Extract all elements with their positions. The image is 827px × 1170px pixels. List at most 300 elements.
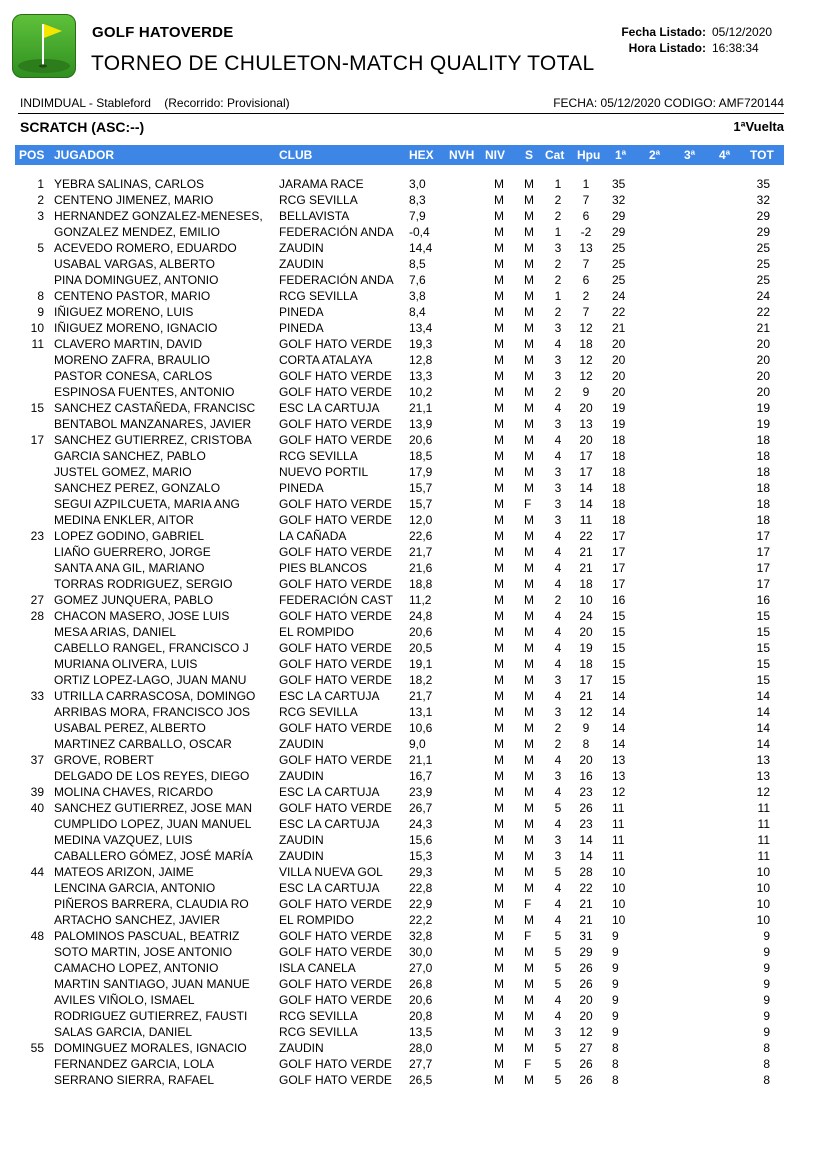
- sex: M: [524, 609, 534, 623]
- playing-handicap: 8: [582, 737, 590, 751]
- player-name: SANCHEZ CASTAÑEDA, FRANCISC: [54, 401, 256, 415]
- sex: M: [524, 961, 534, 975]
- player-name: MORENO ZAFRA, BRAULIO: [54, 353, 211, 367]
- total-score: 8: [763, 1041, 770, 1055]
- playing-handicap: 22: [579, 529, 593, 543]
- player-name: SANCHEZ GUTIERREZ, JOSE MAN: [54, 801, 253, 815]
- player-name: CHACON MASERO, JOSE LUIS: [54, 609, 230, 623]
- player-name: MESA ARIAS, DANIEL: [54, 625, 177, 639]
- player-club: GOLF HATO VERDE: [279, 721, 392, 735]
- player-club: GOLF HATO VERDE: [279, 897, 392, 911]
- col-total: TOT: [750, 148, 774, 162]
- round-1-score: 13: [612, 753, 626, 767]
- table-row: [0, 561, 827, 577]
- table-row: [0, 1025, 827, 1041]
- table-row: [0, 609, 827, 625]
- table-row: [0, 369, 827, 385]
- total-score: 22: [756, 305, 770, 319]
- category: 3: [554, 465, 562, 479]
- playing-handicap: 21: [579, 545, 593, 559]
- player-club: ESC LA CARTUJA: [279, 881, 380, 895]
- level: M: [494, 385, 504, 399]
- level: M: [494, 657, 504, 671]
- sex: M: [524, 1009, 534, 1023]
- handicap-exact: -0,4: [409, 225, 430, 239]
- category: 3: [554, 673, 562, 687]
- total-score: 21: [756, 321, 770, 335]
- player-name: CENTENO JIMENEZ, MARIO: [54, 193, 214, 207]
- table-row: [0, 849, 827, 865]
- handicap-exact: 18,8: [409, 577, 433, 591]
- playing-handicap: 20: [579, 1009, 593, 1023]
- player-club: FEDERACIÓN CAST: [279, 593, 394, 607]
- playing-handicap: 26: [579, 801, 593, 815]
- sex: M: [524, 433, 534, 447]
- playing-handicap: -2: [580, 225, 592, 239]
- player-name: SANTA ANA GIL, MARIANO: [54, 561, 205, 575]
- category: 4: [554, 897, 562, 911]
- player-name: SOTO MARTIN, JOSE ANTONIO: [54, 945, 233, 959]
- table-row: [0, 705, 827, 721]
- round-1-score: 20: [612, 337, 626, 351]
- handicap-exact: 26,5: [409, 1073, 433, 1087]
- player-name: CABALLERO GÓMEZ, JOSÉ MARÍA: [54, 849, 253, 863]
- position: 17: [30, 433, 44, 447]
- position: 3: [37, 209, 44, 223]
- category: 2: [554, 385, 562, 399]
- category: 1: [554, 289, 562, 303]
- player-club: PIES BLANCOS: [279, 561, 368, 575]
- level: M: [494, 433, 504, 447]
- round-1-score: 18: [612, 449, 626, 463]
- player-name: LENCINA GARCIA, ANTONIO: [54, 881, 216, 895]
- total-score: 19: [756, 417, 770, 431]
- table-row: [0, 321, 827, 337]
- table-header: [15, 145, 784, 165]
- results-table: [0, 177, 827, 1089]
- total-score: 10: [756, 913, 770, 927]
- table-row: [0, 417, 827, 433]
- total-score: 10: [756, 897, 770, 911]
- player-club: GOLF HATO VERDE: [279, 1057, 392, 1071]
- category: 3: [554, 849, 562, 863]
- player-name: ARTACHO SANCHEZ, JAVIER: [54, 913, 221, 927]
- table-row: [0, 209, 827, 225]
- sex: M: [524, 1073, 534, 1087]
- player-name: DELGADO DE LOS REYES, DIEGO: [54, 769, 250, 783]
- round-1-score: 17: [612, 561, 626, 575]
- level: M: [494, 801, 504, 815]
- player-club: ZAUDIN: [279, 1041, 324, 1055]
- table-row: [0, 673, 827, 689]
- handicap-exact: 12,0: [409, 513, 433, 527]
- playing-handicap: 1: [582, 177, 590, 191]
- player-name: RODRIGUEZ GUTIERREZ, FAUSTI: [54, 1009, 248, 1023]
- player-club: VILLA NUEVA GOL: [279, 865, 383, 879]
- playing-handicap: 17: [579, 465, 593, 479]
- category: 3: [554, 1025, 562, 1039]
- category: 2: [554, 257, 562, 271]
- handicap-exact: 13,3: [409, 369, 433, 383]
- handicap-exact: 7,6: [409, 273, 426, 287]
- category: 5: [554, 929, 562, 943]
- player-club: ESC LA CARTUJA: [279, 401, 380, 415]
- player-club: GOLF HATO VERDE: [279, 657, 392, 671]
- total-score: 9: [763, 929, 770, 943]
- player-name: DOMINGUEZ MORALES, IGNACIO: [54, 1041, 247, 1055]
- table-row: [0, 1009, 827, 1025]
- table-row: [0, 961, 827, 977]
- listing-meta: [614, 24, 772, 56]
- col-pos: POS: [19, 148, 45, 162]
- sex: F: [524, 497, 532, 511]
- category: 4: [554, 817, 562, 831]
- total-score: 11: [757, 849, 770, 863]
- handicap-exact: 26,7: [409, 801, 433, 815]
- table-row: [0, 721, 827, 737]
- total-score: 15: [756, 609, 770, 623]
- total-score: 9: [763, 993, 770, 1007]
- playing-handicap: 17: [579, 673, 593, 687]
- sex: M: [524, 577, 534, 591]
- round-1-score: 20: [612, 385, 626, 399]
- sex: M: [524, 769, 534, 783]
- round-1-score: 15: [612, 625, 626, 639]
- sex: M: [524, 993, 534, 1007]
- level: M: [494, 513, 504, 527]
- category: 4: [554, 577, 562, 591]
- sex: M: [524, 305, 534, 319]
- level: M: [494, 465, 504, 479]
- handicap-exact: 10,6: [409, 721, 433, 735]
- col-hex: HEX: [409, 148, 434, 162]
- round-1-score: 9: [612, 1009, 619, 1023]
- player-club: ESC LA CARTUJA: [279, 817, 380, 831]
- level: M: [494, 273, 504, 287]
- category: 5: [554, 1041, 562, 1055]
- total-score: 18: [756, 497, 770, 511]
- col-club: CLUB: [279, 148, 313, 162]
- category: 3: [554, 241, 562, 255]
- playing-handicap: 18: [579, 657, 593, 671]
- round-1-score: 20: [612, 353, 626, 367]
- table-row: [0, 337, 827, 353]
- sex: M: [524, 513, 534, 527]
- player-club: GOLF HATO VERDE: [279, 1073, 392, 1087]
- sex: M: [524, 449, 534, 463]
- player-club: RCG SEVILLA: [279, 705, 358, 719]
- category-title: SCRATCH (ASC:--): [20, 119, 145, 135]
- table-row: [0, 529, 827, 545]
- level: M: [494, 369, 504, 383]
- sex: M: [524, 881, 534, 895]
- category: 4: [554, 689, 562, 703]
- handicap-exact: 21,1: [409, 401, 433, 415]
- category: 5: [554, 1057, 562, 1071]
- golf-flag-icon: [12, 14, 76, 78]
- category: 4: [554, 657, 562, 671]
- sex: M: [524, 417, 534, 431]
- table-row: [0, 513, 827, 529]
- sex: M: [524, 209, 534, 223]
- level: M: [494, 769, 504, 783]
- sex: M: [524, 465, 534, 479]
- handicap-exact: 10,2: [409, 385, 433, 399]
- player-club: GOLF HATO VERDE: [279, 385, 392, 399]
- table-row: [0, 497, 827, 513]
- player-name: AVILES VIÑOLO, ISMAEL: [54, 993, 195, 1007]
- category: 3: [554, 769, 562, 783]
- category: 2: [554, 593, 562, 607]
- position: 40: [30, 801, 44, 815]
- total-score: 15: [756, 641, 770, 655]
- table-row: [0, 993, 827, 1009]
- player-name: CAMACHO LOPEZ, ANTONIO: [54, 961, 219, 975]
- category: 1: [554, 177, 562, 191]
- handicap-exact: 22,6: [409, 529, 433, 543]
- total-score: 11: [757, 817, 770, 831]
- playing-handicap: 22: [579, 881, 593, 895]
- round-1-score: 20: [612, 369, 626, 383]
- total-score: 8: [763, 1057, 770, 1071]
- total-score: 35: [756, 177, 770, 191]
- playing-handicap: 19: [579, 641, 593, 655]
- player-name: MEDINA ENKLER, AITOR: [54, 513, 194, 527]
- sex: M: [524, 241, 534, 255]
- sex: M: [524, 705, 534, 719]
- level: M: [494, 753, 504, 767]
- table-row: [0, 817, 827, 833]
- level: M: [494, 481, 504, 495]
- player-club: GOLF HATO VERDE: [279, 433, 392, 447]
- level: M: [494, 721, 504, 735]
- table-row: [0, 577, 827, 593]
- round-1-score: 18: [612, 433, 626, 447]
- category: 4: [554, 1009, 562, 1023]
- sex: M: [524, 193, 534, 207]
- playing-handicap: 21: [579, 561, 593, 575]
- total-score: 11: [757, 833, 770, 847]
- level: M: [494, 209, 504, 223]
- table-row: [0, 945, 827, 961]
- table-row: [0, 257, 827, 273]
- total-score: 15: [756, 625, 770, 639]
- player-club: GOLF HATO VERDE: [279, 417, 392, 431]
- handicap-exact: 30,0: [409, 945, 433, 959]
- level: M: [494, 929, 504, 943]
- handicap-exact: 20,8: [409, 1009, 433, 1023]
- player-name: SALAS GARCIA, DANIEL: [54, 1025, 193, 1039]
- category: 5: [554, 945, 562, 959]
- player-name: ARRIBAS MORA, FRANCISCO JOS: [54, 705, 251, 719]
- level: M: [494, 561, 504, 575]
- handicap-exact: 14,4: [409, 241, 433, 255]
- player-club: ZAUDIN: [279, 833, 324, 847]
- level: M: [494, 945, 504, 959]
- sex: M: [524, 561, 534, 575]
- sex: M: [524, 289, 534, 303]
- round-1-score: 15: [612, 657, 626, 671]
- player-club: FEDERACIÓN ANDA: [279, 273, 394, 287]
- table-row: [0, 625, 827, 641]
- sex: M: [524, 785, 534, 799]
- level: M: [494, 993, 504, 1007]
- table-row: [0, 801, 827, 817]
- handicap-exact: 20,5: [409, 641, 433, 655]
- table-row: [0, 977, 827, 993]
- player-club: ZAUDIN: [279, 849, 324, 863]
- player-name: SANCHEZ PEREZ, GONZALO: [54, 481, 221, 495]
- handicap-exact: 15,6: [409, 833, 433, 847]
- player-name: GROVE, ROBERT: [54, 753, 154, 767]
- playing-handicap: 23: [579, 785, 593, 799]
- category: 3: [554, 497, 562, 511]
- playing-handicap: 9: [582, 385, 590, 399]
- playing-handicap: 20: [579, 993, 593, 1007]
- level: M: [494, 257, 504, 271]
- round-1-score: 17: [612, 577, 626, 591]
- player-club: RCG SEVILLA: [279, 1025, 358, 1039]
- total-score: 29: [756, 225, 770, 239]
- total-score: 25: [756, 257, 770, 271]
- sex: M: [524, 337, 534, 351]
- player-name: SERRANO SIERRA, RAFAEL: [54, 1073, 215, 1087]
- position: 10: [30, 321, 44, 335]
- playing-handicap: 28: [579, 865, 593, 879]
- table-row: [0, 289, 827, 305]
- round-1-score: 29: [612, 225, 626, 239]
- player-name: GARCIA SANCHEZ, PABLO: [54, 449, 206, 463]
- player-club: GOLF HATO VERDE: [279, 673, 392, 687]
- level: M: [494, 961, 504, 975]
- sex: F: [524, 897, 532, 911]
- category: 1: [554, 225, 562, 239]
- player-name: ESPINOSA FUENTES, ANTONIO: [54, 385, 235, 399]
- playing-handicap: 6: [582, 209, 590, 223]
- handicap-exact: 20,6: [409, 433, 433, 447]
- player-club: RCG SEVILLA: [279, 289, 358, 303]
- player-club: ZAUDIN: [279, 769, 324, 783]
- player-name: ORTIZ LOPEZ-LAGO, JUAN MANU: [54, 673, 247, 687]
- handicap-exact: 13,1: [409, 705, 433, 719]
- category: 5: [554, 865, 562, 879]
- playing-handicap: 27: [579, 1041, 593, 1055]
- total-score: 18: [756, 465, 770, 479]
- level: M: [494, 529, 504, 543]
- sex: M: [524, 945, 534, 959]
- table-row: [0, 1057, 827, 1073]
- playing-handicap: 18: [579, 337, 593, 351]
- handicap-exact: 21,7: [409, 689, 433, 703]
- player-name: PIÑEROS BARRERA, CLAUDIA RO: [54, 897, 249, 911]
- round-1-score: 9: [612, 929, 619, 943]
- playing-handicap: 21: [579, 897, 593, 911]
- handicap-exact: 11,2: [409, 593, 432, 607]
- position: 39: [30, 785, 44, 799]
- sex: M: [524, 225, 534, 239]
- round-1-score: 25: [612, 241, 626, 255]
- handicap-exact: 12,8: [409, 353, 433, 367]
- table-row: [0, 1041, 827, 1057]
- total-score: 17: [756, 529, 770, 543]
- handicap-exact: 32,8: [409, 929, 433, 943]
- category: 5: [554, 961, 562, 975]
- round-1-score: 25: [612, 257, 626, 271]
- playing-handicap: 16: [579, 769, 593, 783]
- total-score: 18: [756, 481, 770, 495]
- level: M: [494, 625, 504, 639]
- category: 3: [554, 705, 562, 719]
- level: M: [494, 1025, 504, 1039]
- player-club: GOLF HATO VERDE: [279, 497, 392, 511]
- sex: M: [524, 481, 534, 495]
- total-score: 18: [756, 513, 770, 527]
- total-score: 9: [763, 977, 770, 991]
- player-club: GOLF HATO VERDE: [279, 513, 392, 527]
- total-score: 25: [756, 273, 770, 287]
- total-score: 9: [763, 945, 770, 959]
- player-club: PINEDA: [279, 321, 324, 335]
- level: M: [494, 817, 504, 831]
- table-row: [0, 641, 827, 657]
- fecha-listado-value: 05/12/2020: [712, 25, 773, 39]
- level: M: [494, 689, 504, 703]
- playing-handicap: 10: [579, 593, 593, 607]
- total-score: 14: [756, 705, 770, 719]
- handicap-exact: 21,6: [409, 561, 433, 575]
- level: M: [494, 865, 504, 879]
- category: 4: [554, 881, 562, 895]
- category: 2: [554, 721, 562, 735]
- handicap-exact: 21,1: [409, 753, 433, 767]
- player-club: ESC LA CARTUJA: [279, 785, 380, 799]
- round-1-score: 14: [612, 737, 626, 751]
- round-1-score: 16: [612, 593, 626, 607]
- player-name: SANCHEZ GUTIERREZ, CRISTOBA: [54, 433, 252, 447]
- level: M: [494, 641, 504, 655]
- player-name: LIAÑO GUERRERO, JORGE: [54, 545, 211, 559]
- position: 2: [37, 193, 44, 207]
- playing-handicap: 13: [579, 241, 593, 255]
- handicap-exact: 13,5: [409, 1025, 433, 1039]
- col-cat: Cat: [545, 148, 565, 162]
- total-score: 18: [756, 433, 770, 447]
- player-club: RCG SEVILLA: [279, 449, 358, 463]
- round-1-score: 18: [612, 497, 626, 511]
- divider: [18, 113, 784, 114]
- category: 3: [554, 321, 562, 335]
- handicap-exact: 19,3: [409, 337, 433, 351]
- position: 8: [37, 289, 44, 303]
- total-score: 13: [756, 769, 770, 783]
- category: 2: [554, 273, 562, 287]
- sex: M: [524, 641, 534, 655]
- col-round-2: 2ª: [649, 148, 661, 162]
- category: 4: [554, 641, 562, 655]
- playing-handicap: 31: [579, 929, 593, 943]
- player-name: MEDINA VAZQUEZ, LUIS: [54, 833, 193, 847]
- level: M: [494, 1073, 504, 1087]
- round-1-score: 19: [612, 417, 626, 431]
- playing-handicap: 6: [582, 273, 590, 287]
- sex: M: [524, 657, 534, 671]
- player-club: GOLF HATO VERDE: [279, 753, 392, 767]
- total-score: 8: [763, 1073, 770, 1087]
- category: 2: [554, 737, 562, 751]
- level: M: [494, 417, 504, 431]
- handicap-exact: 17,9: [409, 465, 433, 479]
- round-1-score: 11: [612, 801, 625, 815]
